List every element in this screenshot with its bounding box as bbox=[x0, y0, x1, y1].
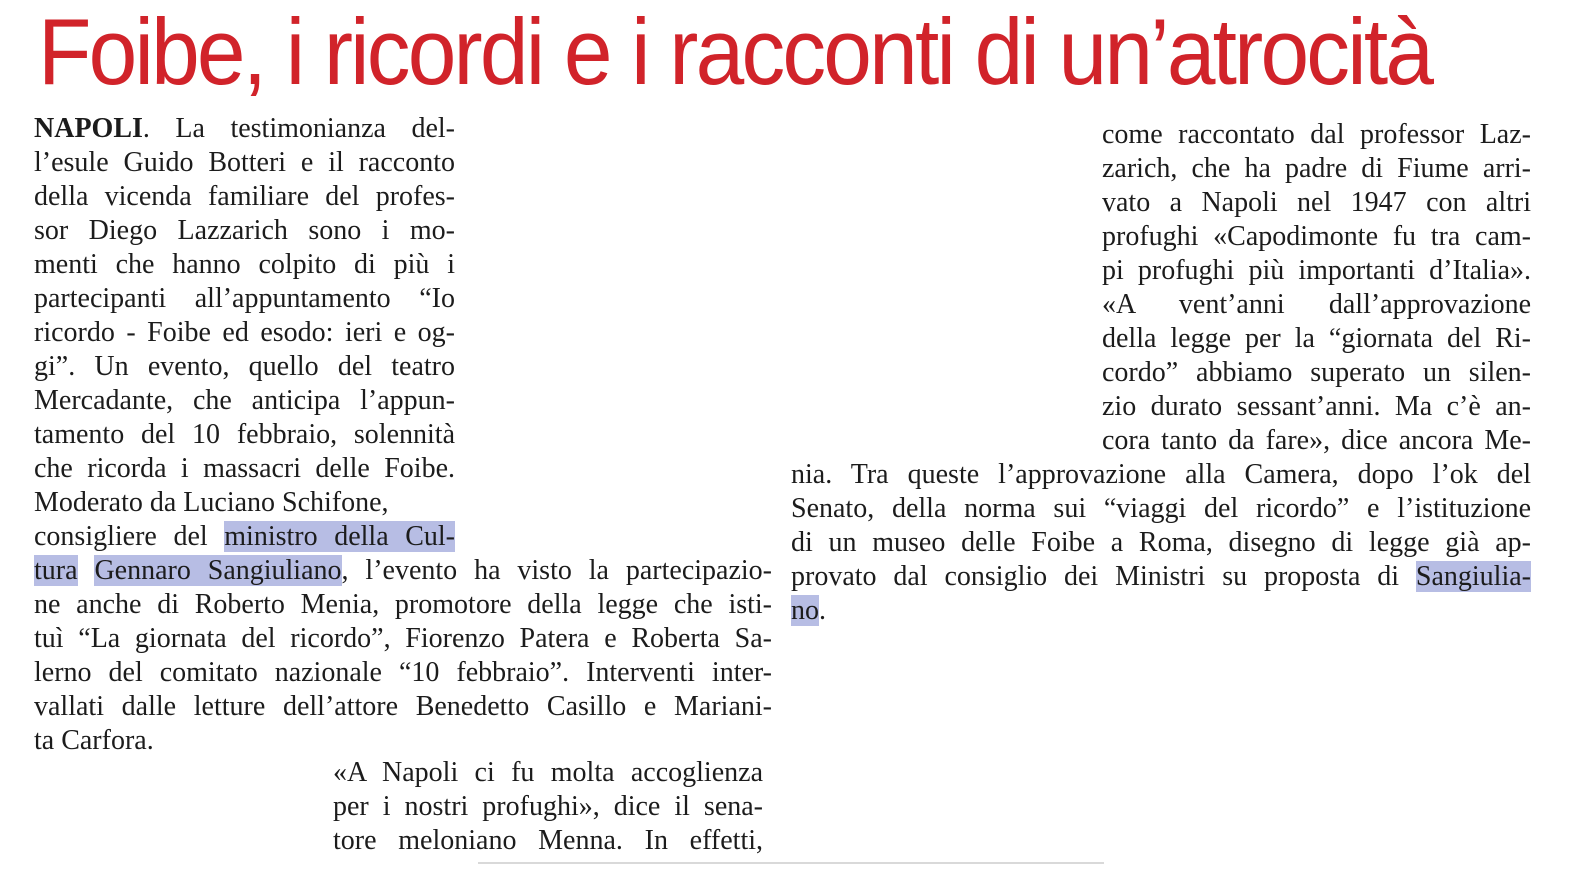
col1-line-17: lerno del comitato nazionale “10 febbraio”. Interventi inter- bbox=[34, 657, 772, 688]
col3-line-14: provato dal consiglio dei Ministri su proposta di Sangiulia- bbox=[791, 561, 1531, 592]
col1-line-8: gi”. Un evento, quello del teatro bbox=[34, 351, 455, 382]
col1-line-9: Mercadante, che anticipa l’appun- bbox=[34, 385, 455, 416]
col2-line-2: per i nostri profughi», dice il sena- bbox=[333, 791, 763, 822]
col3-line-11: nia. Tra queste l’approvazione alla Camera, dopo l’ok del bbox=[791, 459, 1531, 490]
bottom-rule bbox=[478, 862, 1104, 864]
col3-line-12: Senato, della norma sui “viaggi del ricordo” e l’istituzione bbox=[791, 493, 1531, 524]
highlight-tura: tura bbox=[34, 555, 78, 586]
col3-line-7: della legge per la “giornata del Ri- bbox=[1102, 323, 1531, 354]
col1-line-5: menti che hanno colpito di più i bbox=[34, 249, 455, 280]
col1-line-7: ricordo - Foibe ed esodo: ieri e og- bbox=[34, 317, 455, 348]
col3-line-10: cora tanto da fare», dice ancora Me- bbox=[1102, 425, 1531, 456]
col1-line-19: ta Carfora. bbox=[34, 725, 154, 756]
col1-line-4: sor Diego Lazzarich sono i mo- bbox=[34, 215, 455, 246]
col1-line-12: Moderato da Luciano Schifone, bbox=[34, 487, 389, 518]
col3-line-9: zio durato sessant’anni. Ma c’è an- bbox=[1102, 391, 1531, 422]
col2-line-3: tore meloniano Menna. In effetti, bbox=[333, 825, 763, 856]
col3-line-4: profughi «Capodimonte fu tra cam- bbox=[1102, 221, 1531, 252]
col1-line-15: ne anche di Roberto Menia, promotore della legge che isti- bbox=[34, 589, 772, 620]
col3-line-6: «A vent’anni dall’approvazione bbox=[1102, 289, 1531, 320]
col1-line-16: tuì “La giornata del ricordo”, Fiorenzo Patera e Roberta Sa- bbox=[34, 623, 772, 654]
col1-line-11: che ricorda i massacri delle Foibe. bbox=[34, 453, 455, 484]
dateline: NAPOLI bbox=[34, 113, 143, 144]
col1-line-14: tura Gennaro Sangiuliano, l’evento ha visto la partecipazio- bbox=[34, 555, 772, 586]
col3-line-2: zarich, che ha padre di Fiume arri- bbox=[1102, 153, 1531, 184]
col3-line-8: cordo” abbiamo superato un silen- bbox=[1102, 357, 1531, 388]
highlight-no: no bbox=[791, 595, 819, 626]
col3-line-1: come raccontato dal professor Laz- bbox=[1102, 119, 1531, 150]
col1-line-1: NAPOLI. La testimonianza del- bbox=[34, 113, 455, 144]
col1-line-10: tamento del 10 febbraio, solennità bbox=[34, 419, 455, 450]
col1-line-18: vallati dalle letture dell’attore Benedetto Casillo e Mariani- bbox=[34, 691, 772, 722]
col2-line-1: «A Napoli ci fu molta accoglienza bbox=[333, 757, 763, 788]
col3-line-3: vato a Napoli nel 1947 con altri bbox=[1102, 187, 1531, 218]
highlight-ministro: ministro della Cul- bbox=[224, 521, 455, 552]
headline: Foibe, i ricordi e i racconti di un’atrocità bbox=[38, 0, 1432, 104]
highlight-sangiulia: Sangiulia- bbox=[1415, 561, 1531, 592]
highlight-gennaro-sangiuliano: Gennaro Sangiuliano bbox=[94, 555, 342, 586]
col1-line-2: l’esule Guido Botteri e il racconto bbox=[34, 147, 455, 178]
col3-line-15: no. bbox=[791, 595, 826, 626]
col1-line-3: della vicenda familiare del profes- bbox=[34, 181, 455, 212]
col3-line-13: di un museo delle Foibe a Roma, disegno di legge già ap- bbox=[791, 527, 1531, 558]
col1-line-6: partecipanti all’appuntamento “Io bbox=[34, 283, 455, 314]
col1-line-13: consigliere del ministro della Cul- bbox=[34, 521, 455, 552]
col3-line-5: pi profughi più importanti d’Italia». bbox=[1102, 255, 1531, 286]
